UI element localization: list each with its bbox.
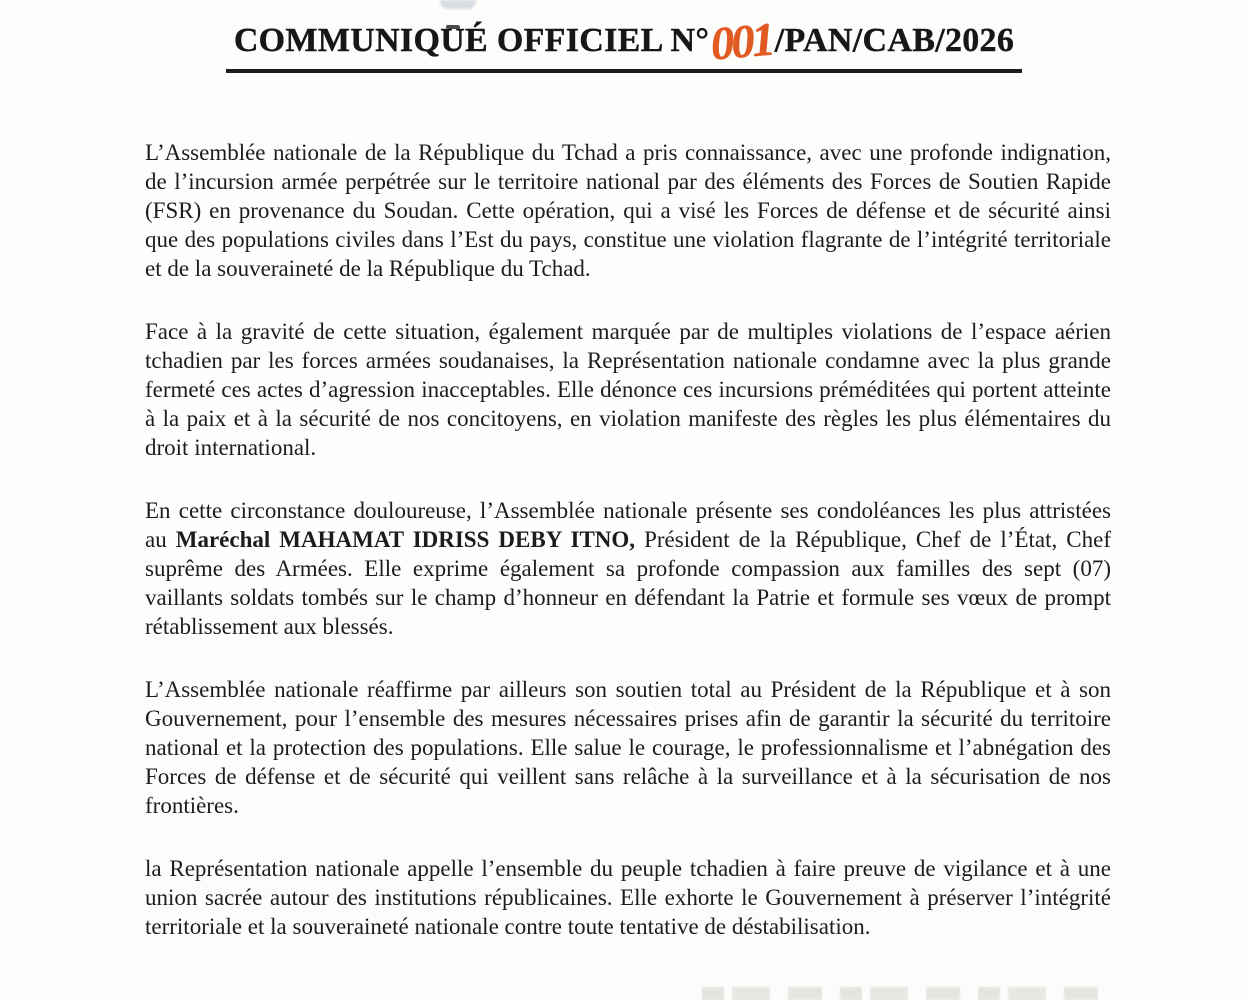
paragraph-text: L’Assemblée nationale réaffirme par ailleurs son soutien total au Président de la République et à son Gouvernement, pour l’ensemble des mesures nécessaires prises afin de garantir la sécurité du territoire national et la protection des populations. Elle salue le courage, le professionnalisme et l’abnégation des Forces de défense et de sécurité qui veillent sans relâche à la surveillance et à la sécurisation de nos frontières. <box>145 677 1111 818</box>
paragraph-text: Face à la gravité de cette situation, également marquée par de multiples violations de l’espace aérien tchadien par les forces armées soudanaises, la Représentation nationale condamne avec la plus grande fermeté ces actes d’agression inacceptables. Elle dénonce ces incursions préméditées qui portent atteinte à la paix et à la sécurité de nos concitoyens, en violation manifeste des règles les plus élémentaires du droit international. <box>145 319 1111 460</box>
document-body <box>145 138 1111 975</box>
paragraph-text: L’Assemblée nationale de la République du Tchad a pris connaissance, avec une profonde indignation, de l’incursion armée perpétrée sur le territoire national par des éléments des Forces de Soutien Rapide (FSR) en provenance du Soudan. Cette opération, qui a visé les Forces de défense et de sécurité ainsi que des populations civiles dans l’Est du pays, constitue une violation flagrante de l’intégrité territoriale et de la souveraineté de la République du Tchad. <box>145 140 1111 281</box>
title-suffix: /PAN/CAB/2026 <box>774 22 1015 59</box>
paragraph-text: En cette circonstance douloureuse, l’Assemblée nationale présente ses condoléances les plus attristées au <box>145 498 1111 552</box>
paragraph <box>145 138 1111 283</box>
paragraph <box>145 317 1111 462</box>
paragraph-text: Président de la République, Chef de l’État, Chef suprême des Armées. Elle exprime également sa profonde compassion aux familles des sept (07) vaillants soldats tombés sur le champ d’honneur en défendant la Patrie et formule ses vœux de prompt rétablissement aux blessés. <box>145 527 1111 639</box>
document-header <box>0 13 1248 73</box>
cutoff-emblem-mark <box>440 0 476 9</box>
handwritten-communique-number: 001 <box>708 13 775 71</box>
paragraph <box>145 675 1111 820</box>
title-prefix: COMMUNIQUÉ OFFICIEL N° <box>233 22 710 59</box>
paragraph <box>145 854 1111 941</box>
paragraph-text: la Représentation nationale appelle l’ensemble du peuple tchadien à faire preuve de vigilance et à une union sacrée autour des institutions républicaines. Elle exhorte le Gouvernement à préserver l’intégrité territoriale et la souveraineté nationale contre toute tentative de déstabilisation. <box>145 856 1111 939</box>
page-title <box>226 13 1022 73</box>
bold-name-text: Maréchal MAHAMAT IDRISS DEBY ITNO, <box>175 527 636 552</box>
clipped-bottom-text-line <box>702 987 1112 1000</box>
paragraph <box>145 496 1111 641</box>
